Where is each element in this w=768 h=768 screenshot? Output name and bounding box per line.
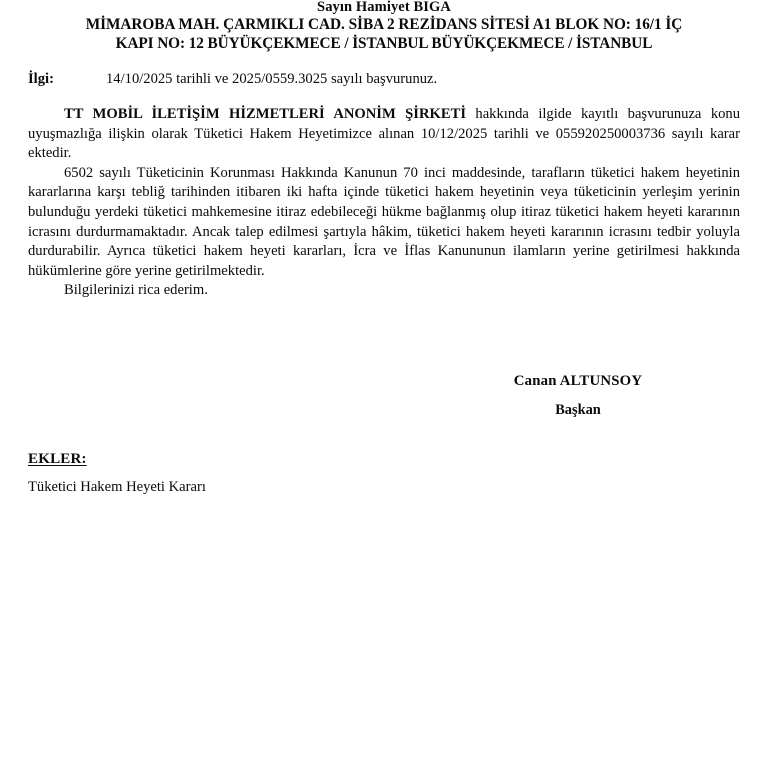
body-copy (28, 105, 740, 301)
paragraph-1 (28, 105, 740, 164)
reference-value: 14/10/2025 tarihli ve 2025/0559.3025 sayılı başvurunuz. (106, 71, 438, 87)
address-line-2: KAPI NO: 12 BÜYÜKÇEKMECE / İSTANBUL BÜYÜKÇEKMECE / İSTANBUL (115, 35, 653, 52)
attachments-heading: EKLER: (28, 451, 87, 467)
paragraph-1-rest: hakkında ilgide kayıtlı başvurunuza konu uyuşmazlığa ilişkin olarak Tüketici Hakem Heyetimizce alınan 10/12/2025 tarihli ve 055920250003736 sayılı karar ektedir. (28, 106, 741, 162)
attachment-item: Tüketici Hakem Heyeti Kararı (28, 479, 206, 495)
address-line-1: MİMAROBA MAH. ÇARMIKLI CAD. SİBA 2 REZİDANS SİTESİ A1 BLOK NO: 16/1 İÇ (85, 16, 683, 33)
reference-row (28, 70, 740, 89)
header-block (28, 0, 740, 53)
signatory-title: Başkan (555, 402, 601, 418)
signature-block (432, 372, 724, 419)
reference-label: İlgi: (28, 71, 54, 87)
attachments-heading-wrap (28, 450, 448, 469)
addressee-line: Sayın Hamiyet BIGA (317, 0, 451, 15)
paragraph-3: Bilgilerinizi rica ederim. (64, 282, 208, 299)
paragraph-2: 6502 sayılı Tüketicinin Korunması Hakkında Kanunun 70 inci maddesinde, tarafların tüketici hakem heyetinin kararlarına karşı tebliğ tarihinden itibaren iki hafta içinde tüketici hakem heyetinin veya tüketicinin yerleşim yerinin bulunduğu yerdeki tüketici mahkemesine itiraz edebileceği hükme bağlanmış olup itiraz tüketici hakem heyeti kararının icrasını durdurmamaktadır. Ancak talep edilmesi şartıyla hâkim, tüketici hakem heyeti kararının icrasını tedbir yoluyla durdurabilir. Ayrıca tüketici hakem heyeti kararları, İcra ve İflas Kanununun ilamların yerine getirilmesi hakkında hükümlerine göre yerine getirilmektedir. (28, 164, 740, 279)
company-name: TT MOBİL İLETİŞİM HİZMETLERİ ANONİM ŞİRKETİ (64, 106, 466, 122)
signatory-name: Canan ALTUNSOY (513, 373, 643, 389)
attachments-block (28, 450, 448, 497)
